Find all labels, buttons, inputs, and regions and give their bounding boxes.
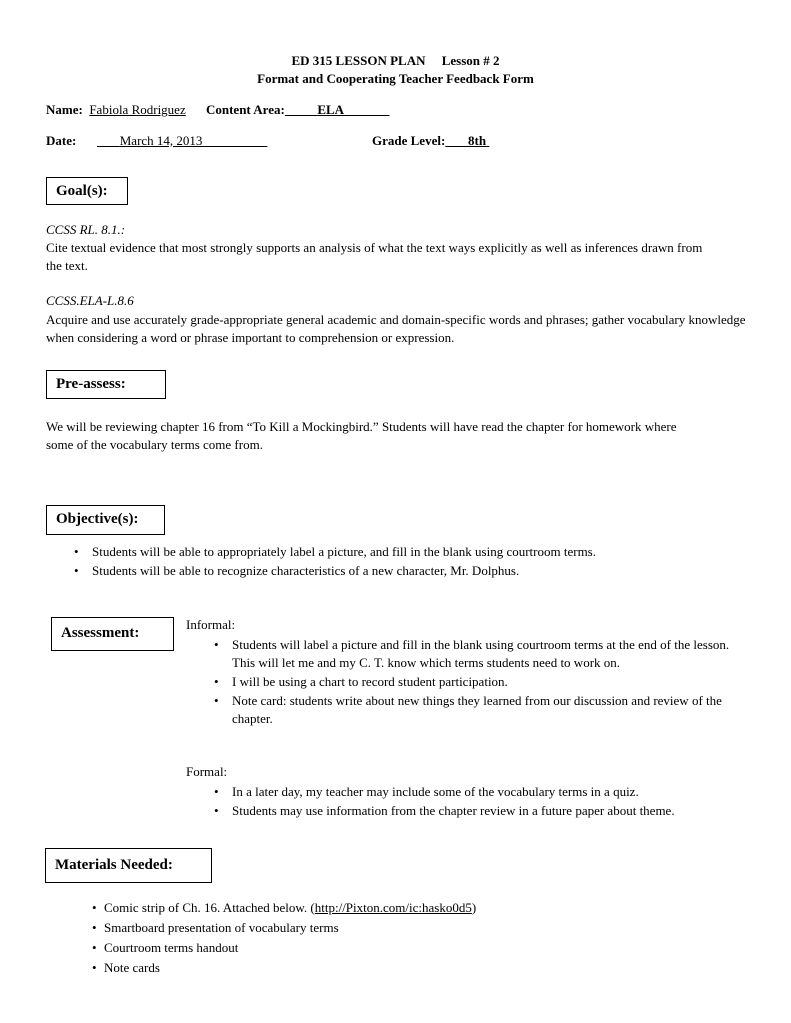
name-value: Fabiola Rodriguez: [89, 102, 186, 117]
document-title: [0, 53, 791, 69]
informal-item: • I will be using a chart to record student participation.: [210, 673, 745, 691]
date-label: Date:: [46, 133, 77, 148]
name-label: Name:: [46, 102, 83, 117]
materials-heading: Materials Needed:: [45, 848, 212, 883]
title-left: ED 315 LESSON PLAN: [291, 53, 426, 68]
preassess-text: We will be reviewing chapter 16 from “To Kill a Mockingbird.” Students will have read the chapter for homework where some of the vocabulary terms come from.: [46, 419, 677, 452]
goals-heading: Goal(s):: [46, 177, 128, 205]
preassess-heading: Pre-assess:: [46, 370, 166, 399]
goal-standard-2-text: Acquire and use accurately grade-appropriate general academic and domain-specific words and phrases; gather vocabulary knowledge when considering a word or phrase important to comprehension or expression.: [46, 312, 746, 345]
objectives-list: [70, 543, 750, 580]
content-area-value: ELA: [317, 102, 345, 117]
grade-level-label: Grade Level:: [372, 133, 446, 148]
goal-standard-1-text: Cite textual evidence that most strongly supports an analysis of what the text ways explicitly as well as inferences drawn from the text.: [46, 240, 703, 273]
document-subtitle: Format and Cooperating Teacher Feedback Form: [257, 71, 534, 86]
objectives-heading: Objective(s):: [46, 505, 165, 535]
date-value: March 14, 2013: [119, 133, 203, 148]
goal-standard-1-code: CCSS RL. 8.1.:: [46, 222, 126, 237]
informal-list: [210, 636, 745, 728]
comic-strip-link[interactable]: http://Pixton.com/ic:hasko0d5: [314, 900, 472, 915]
title-right: Lesson # 2: [441, 53, 500, 68]
grade-row: [372, 133, 489, 149]
objective-item: • Students will be able to recognize characteristics of a new character, Mr. Dolphus.: [70, 562, 750, 580]
goal-standard-2-code: CCSS.ELA-L.8.6: [46, 293, 134, 308]
materials-list: [92, 898, 732, 978]
formal-item: • Students may use information from the chapter review in a future paper about theme.: [210, 802, 730, 820]
informal-item: • Students will label a picture and fill in the blank using courtroom terms at the end of the lesson. This will let me and my C. T. know which terms students need to work on.: [210, 636, 745, 672]
material-item: • Comic strip of Ch. 16. Attached below. (http://Pixton.com/ic:hasko0d5): [92, 898, 732, 918]
formal-list: [210, 783, 730, 820]
formal-item: • In a later day, my teacher may include some of the vocabulary terms in a quiz.: [210, 783, 730, 801]
content-area-label: Content Area:: [205, 102, 285, 117]
material-item: • Note cards: [92, 958, 732, 978]
objective-item: • Students will be able to appropriately label a picture, and fill in the blank using courtroom terms.: [70, 543, 750, 561]
name-row: [46, 102, 746, 118]
informal-item: • Note card: students write about new things they learned from our discussion and review of the chapter.: [210, 692, 745, 728]
assessment-heading: Assessment:: [51, 617, 174, 651]
formal-label: Formal:: [186, 764, 228, 779]
material-item: • Smartboard presentation of vocabulary terms: [92, 918, 732, 938]
informal-label: Informal:: [186, 617, 236, 632]
material-item: • Courtroom terms handout: [92, 938, 732, 958]
grade-level-value: 8th: [468, 133, 487, 148]
